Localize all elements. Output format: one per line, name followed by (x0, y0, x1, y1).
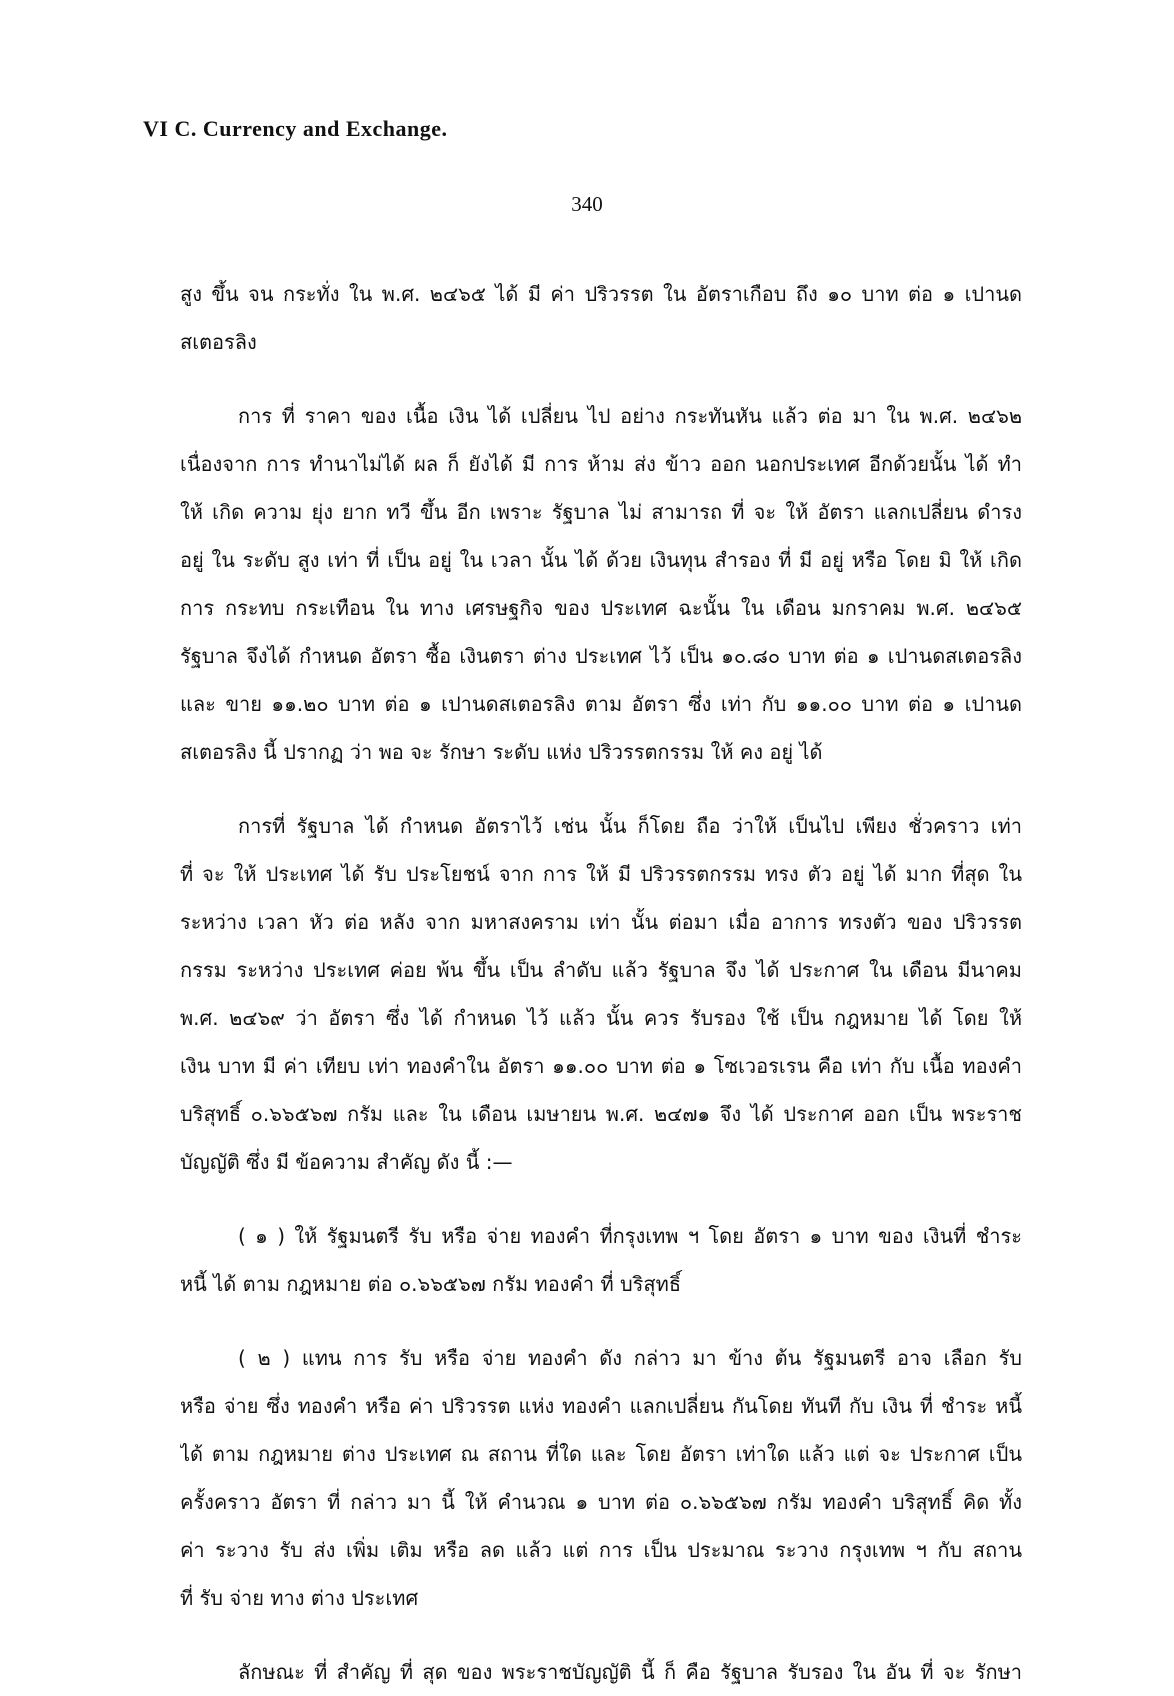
section-header: VI C. Currency and Exchange. (143, 116, 448, 141)
text-line: การ ที่ ราคา ของ เนื้อ เงิน ได้ เปลี่ยน ไป อย่าง กระทันหัน แล้ว ต่อ มา ใน พ.ศ. ๒๔๖๒ (238, 404, 1022, 428)
text-line: สเตอรลิง นี้ ปรากฏ ว่า พอ จะ รักษา ระดับ แห่ง ปริวรรตกรรม ให้ คง อยู่ ได้ (180, 740, 823, 764)
text-line: ค่า ระวาง รับ ส่ง เพิ่ม เติม หรือ ลด แล้ว แต่ การ เป็น ประมาณ ระวาง กรุงเทพ ฯ กับ สถาน (180, 1538, 1022, 1562)
text-line: บัญญัติ ซึ่ง มี ข้อความ สำคัญ ดัง นี้ :— (180, 1150, 513, 1174)
numbered-item (180, 1212, 1022, 1308)
text-line: เนื่องจาก การ ทำนาไม่ได้ ผล ก็ ยังได้ มี การ ห้าม ส่ง ข้าว ออก นอกประเทศ อีกด้วยนั้น ได้ ทำ (180, 452, 1022, 476)
text-line: ให้ เกิด ความ ยุ่ง ยาก ทวี ขึ้น อีก เพราะ รัฐบาล ไม่ สามารถ ที่ จะ ให้ อัตรา แลกเปลี่ยน ดำรง (180, 500, 1022, 524)
body-text (180, 270, 1022, 1696)
text-line: กรรม ระหว่าง ประเทศ ค่อย พ้น ขึ้น เป็น ลำดับ แล้ว รัฐบาล จึง ได้ ประกาศ ใน เดือน มีนาคม (180, 958, 1022, 982)
text-line: และ ขาย ๑๑.๒๐ บาท ต่อ ๑ เปานดสเตอรลิง ตาม อัตรา ซึ่ง เท่า กับ ๑๑.๐๐ บาท ต่อ ๑ เปานด (180, 692, 1022, 716)
paragraph (180, 270, 1022, 366)
text-line: สูง ขึ้น จน กระทั่ง ใน พ.ศ. ๒๔๖๕ ได้ มี ค่า ปริวรรต ใน อัตราเกือบ ถึง ๑๐ บาท ต่อ ๑ เปานด (180, 282, 1022, 306)
text-line: ลักษณะ ที่ สำคัญ ที่ สุด ของ พระราชบัญญัติ นี้ ก็ คือ รัฐบาล รับรอง ใน อัน ที่ จะ รักษา (238, 1660, 1022, 1684)
text-line: ( ๒ ) แทน การ รับ หรือ จ่าย ทองคำ ดัง กล่าว มา ข้าง ต้น รัฐมนตรี อาจ เลือก รับ (238, 1346, 1022, 1370)
text-line: เงิน บาท มี ค่า เทียบ เท่า ทองคำใน อัตรา ๑๑.๐๐ บาท ต่อ ๑ โซเวอรเรน คือ เท่า กับ เนื้อ ทองคำ (180, 1054, 1022, 1078)
text-line: ครั้งคราว อัตรา ที่ กล่าว มา นี้ ให้ คำนวณ ๑ บาท ต่อ ๐.๖๖๕๖๗ กรัม ทองคำ บริสุทธิ์ คิด ทั้ง (180, 1490, 1022, 1514)
page-number: 340 (571, 192, 603, 216)
text-line: สเตอรลิง (180, 330, 257, 354)
text-line: ที่ รับ จ่าย ทาง ต่าง ประเทศ (180, 1586, 419, 1610)
text-line: อยู่ ใน ระดับ สูง เท่า ที่ เป็น อยู่ ใน เวลา นั้น ได้ ด้วย เงินทุน สำรอง ที่ มี อยู่ หรือ โดย มิ ให้ เกิด (180, 548, 1022, 572)
text-line: การที่ รัฐบาล ได้ กำหนด อัตราไว้ เช่น นั้น ก็โดย ถือ ว่าให้ เป็นไป เพียง ชั่วคราว เท่า (238, 814, 1022, 838)
text-line: ได้ ตาม กฎหมาย ต่าง ประเทศ ณ สถาน ที่ใด และ โดย อัตรา เท่าใด แล้ว แต่ จะ ประกาศ เป็น (180, 1442, 1022, 1466)
text-line: บริสุทธิ์ ๐.๖๖๕๖๗ กรัม และ ใน เดือน เมษายน พ.ศ. ๒๔๗๑ จึง ได้ ประกาศ ออก เป็น พระราช (180, 1102, 1022, 1126)
text-line: ที่ จะ ให้ ประเทศ ได้ รับ ประโยชน์ จาก การ ให้ มี ปริวรรตกรรม ทรง ตัว อยู่ ได้ มาก ที่สุด ใน (180, 862, 1022, 886)
text-line: หรือ จ่าย ซึ่ง ทองคำ หรือ ค่า ปริวรรต แห่ง ทองคำ แลกเปลี่ยน กันโดย ทันที กับ เงิน ที่ ชำระ หนี้ (180, 1394, 1022, 1418)
text-line: หนี้ ได้ ตาม กฎหมาย ต่อ ๐.๖๖๕๖๗ กรัม ทองคำ ที่ บริสุทธิ์ (180, 1272, 682, 1296)
numbered-item (180, 1334, 1022, 1622)
text-line: ระหว่าง เวลา หัว ต่อ หลัง จาก มหาสงคราม เท่า นั้น ต่อมา เมื่อ อาการ ทรงตัว ของ ปริวรรต (180, 910, 1022, 934)
text-line: รัฐบาล จึงได้ กำหนด อัตรา ซื้อ เงินตรา ต่าง ประเทศ ไว้ เป็น ๑๐.๘๐ บาท ต่อ ๑ เปานดสเตอรลิง (180, 644, 1022, 668)
text-line: พ.ศ. ๒๔๖๙ ว่า อัตรา ซึ่ง ได้ กำหนด ไว้ แล้ว นั้น ควร รับรอง ใช้ เป็น กฎหมาย ได้ โดย ให้ (180, 1006, 1022, 1030)
paragraph (180, 802, 1022, 1186)
paragraph (180, 1648, 1022, 1696)
text-line: ( ๑ ) ให้ รัฐมนตรี รับ หรือ จ่าย ทองคำ ที่กรุงเทพ ฯ โดย อัตรา ๑ บาท ของ เงินที่ ชำระ (238, 1224, 1022, 1248)
text-line: การ กระทบ กระเทือน ใน ทาง เศรษฐกิจ ของ ประเทศ ฉะนั้น ใน เดือน มกราคม พ.ศ. ๒๔๖๕ (180, 596, 1022, 620)
paragraph (180, 392, 1022, 776)
